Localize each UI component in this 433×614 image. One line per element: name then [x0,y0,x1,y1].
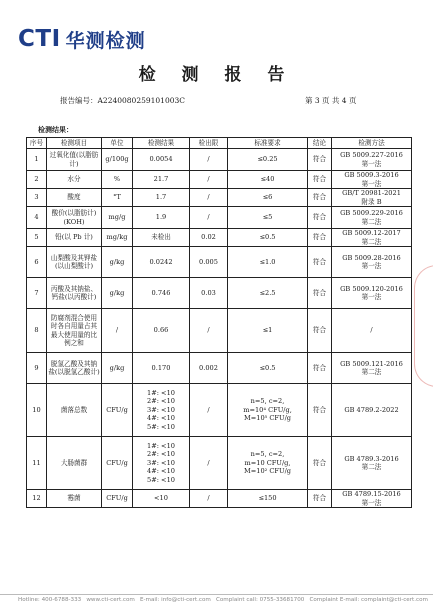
cell-limit: 0.002 [190,353,228,384]
cell-no: 8 [27,309,47,353]
table-row [27,353,412,384]
report-number: 报告编号：A2240080259101003C [60,96,186,105]
cell-limit: 0.02 [190,229,228,247]
table-row [27,207,412,229]
cell-result: 1#: <10 2#: <10 3#: <10 4#: <10 5#: <10 [133,384,190,437]
cell-method: GB 5009.3-2016 第一法 [332,171,412,189]
cell-limit: / [190,149,228,171]
table-row [27,247,412,278]
cell-no: 6 [27,247,47,278]
cell-limit: / [190,437,228,490]
cell-unit: g/kg [102,278,133,309]
inspection-seal [414,265,433,387]
cell-limit: / [190,189,228,207]
company-name: 华测检测 [65,29,146,52]
cell-method: GB 5009.120-2016 第一法 [332,278,412,309]
cell-item: 酸价(以脂肪计)(KOH) [47,207,102,229]
page-info: 第 3 页 共 4 页 [305,96,357,105]
cell-concl: 符合 [308,437,332,490]
logo-text: CTI [18,26,61,52]
table-row [27,384,412,437]
cell-no: 5 [27,229,47,247]
cell-item: 过氧化值(以脂肪计) [47,149,102,171]
cell-method: GB 5009.121-2016 第二法 [332,353,412,384]
footer-divider [0,594,433,595]
cell-method: GB 4789.15-2016 第一法 [332,490,412,508]
cell-item: 丙酸及其钠盐、钙盐(以丙酸计) [47,278,102,309]
section-title: 检测结果： [38,125,73,134]
cell-unit: CFU/g [102,384,133,437]
cell-limit: / [190,171,228,189]
header-cell: 序号 [27,138,47,149]
cell-limit: / [190,309,228,353]
cell-method: / [332,309,412,353]
cell-no: 10 [27,384,47,437]
cell-concl: 符合 [308,149,332,171]
cell-concl: 符合 [308,309,332,353]
cell-concl: 符合 [308,229,332,247]
cell-item: 山梨酸及其钾盐(以山梨酸计) [47,247,102,278]
cell-result: 1.7 [133,189,190,207]
table-row [27,149,412,171]
header-cell: 检测项目 [47,138,102,149]
cell-method: GB 5009.227-2016 第一法 [332,149,412,171]
cell-concl: 符合 [308,384,332,437]
cell-limit: / [190,490,228,508]
table-row [27,229,412,247]
cell-req: ≤0.5 [228,353,308,384]
cell-method: GB 5009.229-2016 第二法 [332,207,412,229]
cell-unit: mg/kg [102,229,133,247]
cell-req: ≤0.25 [228,149,308,171]
cell-result: 21.7 [133,171,190,189]
cell-limit: 0.005 [190,247,228,278]
header-cell: 标准要求 [228,138,308,149]
cell-no: 11 [27,437,47,490]
cell-concl: 符合 [308,490,332,508]
cell-method: GB/T 20981-2021 附录 B [332,189,412,207]
cell-item: 脱氢乙酸及其钠盐(以脱氢乙酸计) [47,353,102,384]
cell-result: 0.0242 [133,247,190,278]
cell-item: 酸度 [47,189,102,207]
cell-req: ≤5 [228,207,308,229]
cell-concl: 符合 [308,247,332,278]
cell-unit: CFU/g [102,437,133,490]
cell-unit: CFU/g [102,490,133,508]
cell-concl: 符合 [308,207,332,229]
footer-email: E-mail: info@cti-cert.com [139,597,211,603]
cell-method: GB 5009.28-2016 第一法 [332,247,412,278]
cell-req: ≤0.5 [228,229,308,247]
cell-limit: / [190,207,228,229]
cell-unit: °T [102,189,133,207]
header-cell: 单位 [102,138,133,149]
cell-no: 7 [27,278,47,309]
cell-unit: g/kg [102,353,133,384]
footer-complaint-email: Complaint E-mail: complaint@cti-cert.com [309,597,428,603]
cell-method: GB 4789.3-2016 第二法 [332,437,412,490]
footer [18,597,428,603]
header-cell: 结论 [308,138,332,149]
cell-unit: g/100g [102,149,133,171]
cell-item: 大肠菌群 [47,437,102,490]
cell-req: ≤1 [228,309,308,353]
cell-item: 菌落总数 [47,384,102,437]
footer-website: www.cti-cert.com [86,597,135,603]
cell-method: GB 4789.2-2022 [332,384,412,437]
cell-result: 1#: <10 2#: <10 3#: <10 4#: <10 5#: <10 [133,437,190,490]
cell-no: 2 [27,171,47,189]
cell-method: GB 5009.12-2017 第二法 [332,229,412,247]
cell-no: 1 [27,149,47,171]
cell-unit: / [102,309,133,353]
cell-req: ≤150 [228,490,308,508]
report-title: 检 测 报 告 [138,65,295,85]
table-header-row [27,138,412,149]
table-row [27,309,412,353]
table-row [27,278,412,309]
cell-req: ≤6 [228,189,308,207]
cell-result: 0.746 [133,278,190,309]
cell-result: 0.0054 [133,149,190,171]
cell-concl: 符合 [308,353,332,384]
cell-item: 水分 [47,171,102,189]
cell-limit: / [190,384,228,437]
cell-no: 9 [27,353,47,384]
cell-no: 3 [27,189,47,207]
results-table [26,137,412,508]
header-cell: 检测方法 [332,138,412,149]
cell-no: 4 [27,207,47,229]
cell-result: 0.66 [133,309,190,353]
header-cell: 检出限 [190,138,228,149]
cell-concl: 符合 [308,189,332,207]
table-row [27,490,412,508]
cell-req: ≤2.5 [228,278,308,309]
cell-unit: g/kg [102,247,133,278]
table-row [27,189,412,207]
footer-hotline: Hotline: 400-6788-333 [18,597,82,603]
cell-req: n=5, c=2, m=10⁴ CFU/g, M=10⁵ CFU/g [228,384,308,437]
cell-result: <10 [133,490,190,508]
cell-req: ≤40 [228,171,308,189]
table-row [27,437,412,490]
table-body [27,149,412,508]
cell-req: ≤1.0 [228,247,308,278]
cell-item: 防腐剂混合使用时各自用量占其最大使用量的比例之和 [47,309,102,353]
cell-result: 1.9 [133,207,190,229]
cell-req: n=5, c=2, m=10 CFU/g, M=10² CFU/g [228,437,308,490]
cell-item: 霉菌 [47,490,102,508]
table-row [27,171,412,189]
footer-complaint-call: Complaint call: 0755-33681700 [215,597,305,603]
header-cell: 检测结果 [133,138,190,149]
cell-item: 铅(以 Pb 计) [47,229,102,247]
cell-concl: 符合 [308,171,332,189]
cell-unit: % [102,171,133,189]
cell-result: 0.170 [133,353,190,384]
cell-unit: mg/g [102,207,133,229]
company-logo [18,24,146,54]
cell-no: 12 [27,490,47,508]
cell-limit: 0.03 [190,278,228,309]
cell-result: 未检出 [133,229,190,247]
cell-concl: 符合 [308,278,332,309]
